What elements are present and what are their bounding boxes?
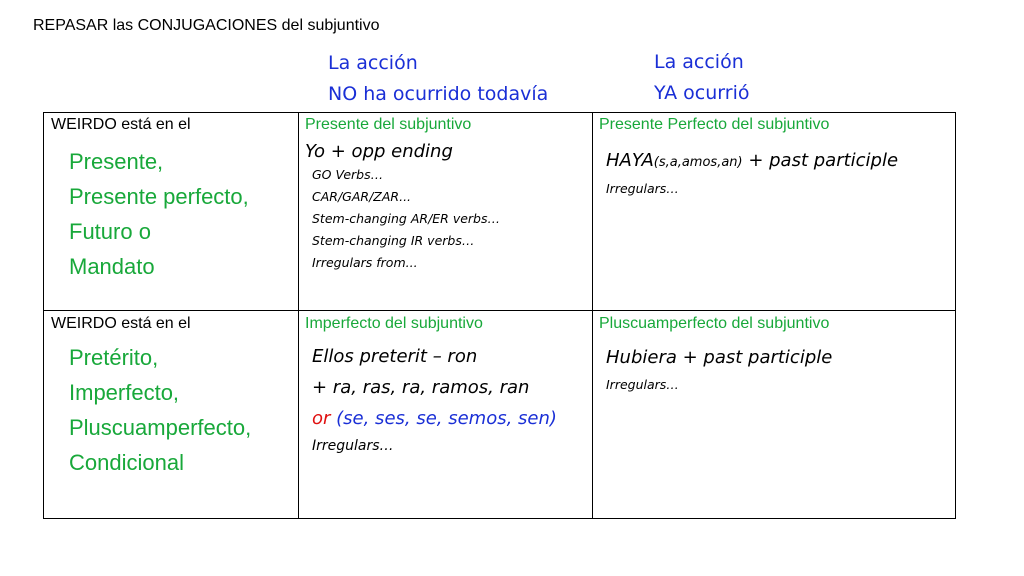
row1-tense-3: Futuro o (69, 219, 151, 244)
row1-tense-4: Mandato (69, 254, 155, 279)
row2-mid-note: Irregulars… (312, 438, 394, 454)
row1-mid-heading: Presente del subjuntivo (305, 116, 472, 133)
row2-left-cell (43, 311, 298, 518)
row2-mid-line-2: + ra, ras, ra, ramos, ran (312, 377, 530, 398)
header-right-line-1: La acción (654, 51, 744, 73)
table-border-right (955, 112, 956, 519)
slide-title: REPASAR las CONJUGACIONES del subjuntivo (33, 17, 380, 34)
row2-right-formula: Hubiera + past participle (606, 347, 833, 368)
row1-mid-item: GO Verbs… (312, 167, 384, 182)
row1-right-formula-endings: (s,a,amos,an) (653, 155, 743, 170)
row2-tense-4: Condicional (69, 450, 184, 475)
conjugation-table (43, 112, 956, 519)
row2-right-cell (593, 311, 955, 518)
row1-right-note: Irregulars… (606, 181, 679, 196)
row1-mid-item: Stem-changing IR verbs… (312, 233, 475, 248)
row2-mid-alt-endings: (se, ses, se, semos, sen) (330, 408, 557, 429)
row1-right-heading: Presente Perfecto del subjuntivo (599, 116, 830, 133)
row1-right-formula-rest: + past participle (742, 150, 899, 171)
row2-tense-2: Imperfecto, (69, 380, 180, 405)
row2-right-note: Irregulars… (606, 377, 679, 392)
row1-left-cell (43, 112, 298, 310)
row1-mid-cell (299, 112, 592, 310)
row2-mid-or: or (312, 408, 331, 429)
header-right-line-2: YA ocurrió (654, 82, 750, 104)
row1-right-formula-main: HAYA (606, 150, 654, 171)
row1-right-cell (593, 112, 955, 310)
row2-mid-formula (312, 341, 557, 434)
header-left-line-1: La acción (328, 52, 418, 74)
row2-tense-1: Pretérito, (69, 345, 159, 370)
row1-mid-item: CAR/GAR/ZAR... (312, 189, 412, 204)
row1-tense-2: Presente perfecto, (69, 184, 249, 209)
row2-mid-cell (299, 311, 592, 518)
row2-weirdo-label: WEIRDO está en el (51, 315, 191, 332)
row2-right-heading: Pluscuamperfecto del subjuntivo (599, 315, 830, 332)
row2-mid-line-3 (312, 403, 557, 434)
row2-tense-list (69, 340, 251, 480)
row1-tense-1: Presente, (69, 149, 164, 174)
row2-tense-3: Pluscuamperfecto, (69, 415, 252, 440)
header-not-yet-happened (328, 48, 548, 110)
row1-tense-list (69, 144, 249, 284)
row2-mid-line-1: Ellos preterit – ron (312, 346, 478, 367)
row1-right-formula (606, 150, 898, 171)
row1-mid-item-list (312, 164, 500, 274)
table-border-bottom (43, 518, 956, 519)
row1-mid-item: Irregulars from... (312, 255, 418, 270)
header-already-happened (654, 47, 749, 109)
row1-weirdo-label: WEIRDO está en el (51, 116, 191, 133)
row1-mid-formula: Yo + opp ending (305, 141, 453, 162)
row1-mid-item: Stem-changing AR/ER verbs… (312, 211, 501, 226)
row2-mid-heading: Imperfecto del subjuntivo (305, 315, 483, 332)
header-left-line-2: NO ha ocurrido todavía (328, 83, 549, 105)
